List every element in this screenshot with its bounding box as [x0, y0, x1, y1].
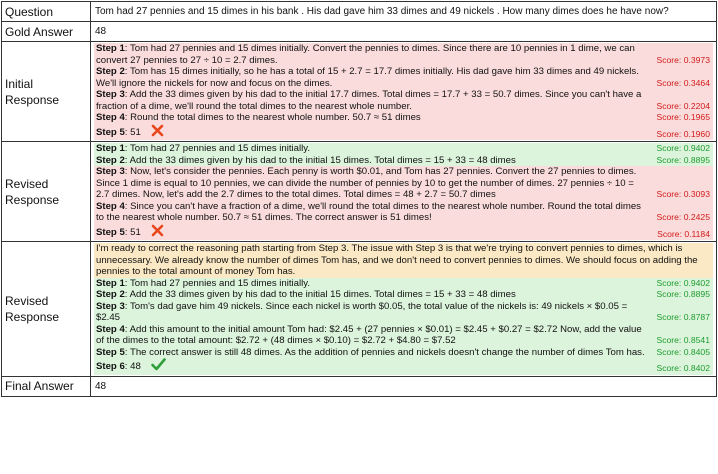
step-text: : Since you can't have a fraction of a dime, we'll round the total dimes to the nearest whole number. Round the total dimes to the nearest whole number. 50.7 ≈ 51 dimes. The correct answer is 51 dimes! — [96, 200, 641, 223]
step — [94, 124, 713, 141]
cross-icon — [151, 124, 164, 141]
revised-response-label: Revised Response — [2, 242, 91, 377]
revised-response-label: Revised Response — [2, 142, 91, 242]
step — [94, 324, 713, 347]
step — [94, 166, 713, 201]
step-title: Step 5 — [96, 346, 125, 358]
step — [94, 43, 713, 66]
step-score: Score: 0.1184 — [657, 228, 710, 239]
step-text: : Add this amount to the initial amount Tom had: $2.45 + (27 pennies × $0.01) = $2.45 + $0.27 = $2.72 Now, add the value of the dimes to the total amount: $2.72 + (48 dimes × $0.10) = $2.72 + $4.80 = $7.52 — [96, 323, 642, 346]
step-score: Score: 0.2425 — [656, 212, 710, 222]
question-row — [2, 2, 717, 22]
correction-note: I'm ready to correct the reasoning path starting from Step 3. The issue with Step 3 is that we're trying to convert pennies to dimes, which is unnecessary. We already know the number of dimes Tom has, and we don't need to convert pennies to dimes. We should focus on adding the pennies to the total amount of money Tom has. — [94, 243, 713, 278]
final-answer-value: 48 — [91, 376, 717, 396]
step — [94, 358, 713, 375]
initial-response-label: Initial Response — [2, 42, 91, 142]
step-title: Step 5 — [96, 226, 125, 238]
step-score: Score: 0.3093 — [656, 189, 710, 199]
step-text: : The correct answer is still 48 dimes. As the addition of pennies and nickels doesn't change the number of dimes Tom has. — [124, 346, 645, 358]
initial-response-row — [2, 42, 717, 142]
step-title: Step 2 — [96, 66, 125, 77]
step-text: : Add the 33 dimes given by his dad to the initial 15 dimes. Total dimes = 15 + 33 = 48 dimes — [124, 154, 516, 166]
initial-response-content — [91, 42, 717, 142]
step-score: Score: 0.8787 — [656, 312, 710, 322]
step — [94, 347, 713, 359]
step-title: Step 3 — [96, 166, 125, 177]
question-label: Question — [2, 2, 91, 22]
step — [94, 66, 713, 89]
step-text: : Add the 33 dimes given by his dad to the initial 15 dimes. Total dimes = 15 + 33 = 48 dimes — [124, 289, 516, 300]
step-title: Step 1 — [96, 277, 125, 289]
step-score: Score: 0.9402 — [656, 277, 710, 288]
step-text: : Now, let's consider the pennies. Each penny is worth $0.01, and Tom has 27 pennies. Convert the 27 pennies to dimes. Since 1 dime is equal to 10 pennies, we can divide the number of pennies by 10 to get the number of dimes. 27 pennies ÷ 10 = 2.7 dimes. Now, let's add the 2.7 dimes to the total dimes. Total dimes = 48 + 2.7 = 50.7 dimes — [96, 166, 637, 200]
step-title: Step 6 — [96, 360, 125, 372]
step-score: Score: 0.8402 — [656, 363, 710, 373]
step-score: Score: 0.1965 — [656, 112, 710, 122]
step-title: Step 2 — [96, 154, 125, 166]
step-score: Score: 0.8895 — [656, 154, 710, 165]
revised-response-row — [2, 242, 717, 377]
final-answer-row — [2, 376, 717, 396]
revised-response-row — [2, 142, 717, 242]
step — [94, 301, 713, 324]
step-title: Step 1 — [96, 143, 125, 154]
step-score: Score: 0.2204 — [656, 100, 710, 111]
revised-response-content — [91, 242, 717, 377]
step-text: : Tom's dad gave him 49 nickels. Since each nickel is worth $0.05, the total value of the nickels is: 49 nickels × $0.05 = $2.45 — [96, 300, 628, 323]
gold-answer-value: 48 — [91, 22, 717, 42]
step — [94, 112, 713, 124]
step-title: Step 3 — [96, 89, 125, 100]
results-table — [1, 1, 717, 397]
step-title: Step 2 — [96, 289, 125, 300]
step-title: Step 3 — [96, 300, 125, 312]
step-text: : Add the 33 dimes given by his dad to the initial 17.7 dimes. Total dimes = 17.7 + 33 = 50.7 dimes. Since you can't have a fraction of a dime, we'll round the total dimes to the nearest whole number. — [96, 89, 642, 112]
step-score: Score: 0.1960 — [656, 128, 710, 139]
check-icon — [151, 358, 166, 375]
step-text: : Round the total dimes to the nearest whole number. 50.7 ≈ 51 dimes — [124, 112, 421, 123]
step-title: Step 4 — [96, 323, 125, 335]
question-text: Tom had 27 pennies and 15 dimes in his bank . His dad gave him 33 dimes and 49 nickels . How many dimes does he have now? — [91, 2, 717, 22]
step-text: : 48 — [124, 360, 141, 372]
step-title: Step 5 — [96, 126, 125, 138]
step-score: Score: 0.8895 — [656, 289, 710, 299]
step — [94, 289, 713, 301]
step — [94, 224, 713, 241]
step — [94, 155, 713, 167]
step-title: Step 4 — [96, 200, 125, 212]
step-score: Score: 0.8541 — [656, 335, 710, 345]
step-text: : 51 — [124, 126, 141, 138]
step — [94, 201, 713, 224]
step-score: Score: 0.3464 — [656, 77, 710, 88]
gold-answer-row — [2, 22, 717, 42]
final-answer-label: Final Answer — [2, 376, 91, 396]
step-title: Step 1 — [96, 43, 125, 54]
step — [94, 89, 713, 112]
step — [94, 143, 713, 155]
revised-response-content — [91, 142, 717, 242]
step-text: : Tom has 15 dimes initially, so he has a total of 15 + 2.7 = 17.7 dimes initially. His dad gave him 33 dimes and 49 nickels. We'll ignore the nickels for now and focus on the dimes. — [96, 66, 639, 89]
step-text: : Tom had 27 pennies and 15 dimes initially. Convert the pennies to dimes. Since there are 10 pennies in 1 dime, we can convert 27 pennies to 27 ÷ 10 = 2.7 dimes. — [96, 43, 635, 66]
step — [94, 278, 713, 290]
step-title: Step 4 — [96, 112, 125, 123]
step-text: : Tom had 27 pennies and 15 dimes initially. — [124, 277, 311, 289]
gold-answer-label: Gold Answer — [2, 22, 91, 42]
cross-icon — [151, 224, 164, 241]
step-score: Score: 0.3973 — [656, 54, 710, 65]
step-score: Score: 0.9402 — [656, 143, 710, 153]
step-text: : 51 — [124, 226, 141, 238]
step-text: : Tom had 27 pennies and 15 dimes initially. — [124, 143, 311, 154]
step-score: Score: 0.8405 — [656, 346, 710, 357]
